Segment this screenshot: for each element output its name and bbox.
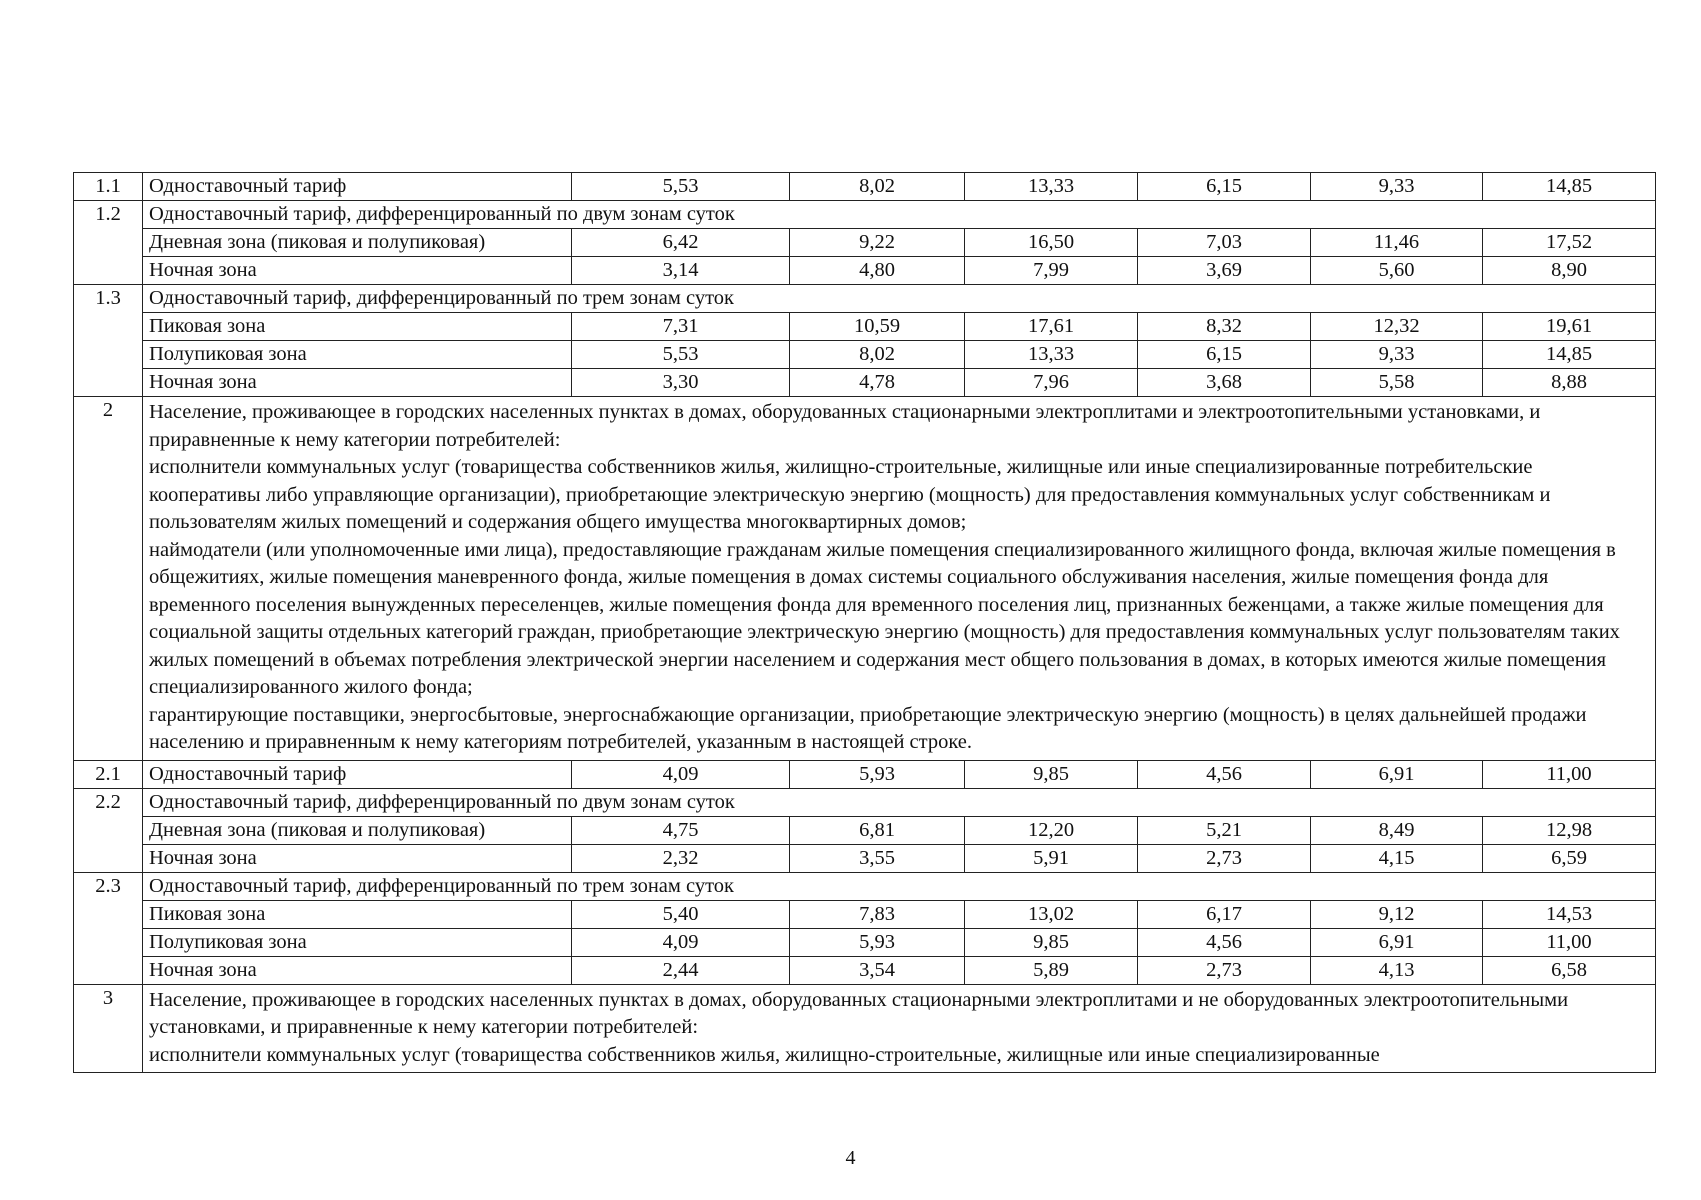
tariff-value: 8,02 xyxy=(790,341,965,369)
row-name: Одноставочный тариф, дифференцированный по двум зонам суток xyxy=(143,201,1656,229)
row-name: Одноставочный тариф, дифференцированный по трем зонам суток xyxy=(143,285,1656,313)
tariff-value: 6,15 xyxy=(1138,173,1311,201)
table-row xyxy=(74,229,1656,257)
tariff-value: 13,33 xyxy=(965,341,1138,369)
table-row xyxy=(74,313,1656,341)
row-name: Одноставочный тариф, дифференцированный по трем зонам суток xyxy=(143,872,1656,900)
page-number: 4 xyxy=(845,1147,856,1169)
table-row xyxy=(74,397,1656,761)
tariff-value: 7,96 xyxy=(965,369,1138,397)
category-description xyxy=(143,397,1656,761)
table-row xyxy=(74,956,1656,984)
row-number: 1.3 xyxy=(74,285,143,397)
tariff-value: 6,91 xyxy=(1311,760,1483,788)
tariff-table xyxy=(73,172,1656,1073)
tariff-value: 3,14 xyxy=(572,257,790,285)
tariff-value: 8,49 xyxy=(1311,816,1483,844)
table-row xyxy=(74,369,1656,397)
row-number: 2.2 xyxy=(74,788,143,872)
tariff-value: 9,22 xyxy=(790,229,965,257)
row-name: Одноставочный тариф, дифференцированный по двум зонам суток xyxy=(143,788,1656,816)
row-number: 1.1 xyxy=(74,173,143,201)
tariff-value: 11,46 xyxy=(1311,229,1483,257)
tariff-value: 6,42 xyxy=(572,229,790,257)
tariff-value: 17,52 xyxy=(1483,229,1656,257)
tariff-value: 13,33 xyxy=(965,173,1138,201)
tariff-value: 7,99 xyxy=(965,257,1138,285)
tariff-value: 9,85 xyxy=(965,760,1138,788)
tariff-value: 5,40 xyxy=(572,900,790,928)
tariff-value: 6,81 xyxy=(790,816,965,844)
row-number: 1.2 xyxy=(74,201,143,285)
description-paragraph: гарантирующие поставщики, энергосбытовые, энергоснабжающие организации, приобретающие электрическую энергию (мощность) в целях дальнейшей продажи населению и приравненным к нему категориям потребителей, указанным в настоящей строке. xyxy=(149,703,1587,753)
description-paragraph: исполнители коммунальных услуг (товарищества собственников жилья, жилищно-строительные, жилищные или иные специализированные потребительские кооперативы либо управляющие организации), приобретающие электрическую энергию (мощность) для предоставления коммунальных услуг собственникам и пользователям жилых помещений и содержания общего имущества многоквартирных домов; xyxy=(149,456,1551,533)
tariff-value: 2,73 xyxy=(1138,956,1311,984)
table-row xyxy=(74,844,1656,872)
tariff-value: 14,53 xyxy=(1483,900,1656,928)
tariff-value: 2,44 xyxy=(572,956,790,984)
tariff-value: 16,50 xyxy=(965,229,1138,257)
tariff-value: 12,98 xyxy=(1483,816,1656,844)
row-name: Пиковая зона xyxy=(143,313,572,341)
table-row xyxy=(74,984,1656,1073)
tariff-value: 5,93 xyxy=(790,760,965,788)
tariff-value: 17,61 xyxy=(965,313,1138,341)
tariff-value: 5,91 xyxy=(965,844,1138,872)
row-name: Ночная зона xyxy=(143,369,572,397)
tariff-value: 9,12 xyxy=(1311,900,1483,928)
table-row xyxy=(74,760,1656,788)
tariff-value: 6,17 xyxy=(1138,900,1311,928)
tariff-value: 6,91 xyxy=(1311,928,1483,956)
tariff-value: 6,59 xyxy=(1483,844,1656,872)
tariff-value: 13,02 xyxy=(965,900,1138,928)
row-name: Ночная зона xyxy=(143,956,572,984)
table-row xyxy=(74,341,1656,369)
tariff-value: 5,89 xyxy=(965,956,1138,984)
description-paragraph: исполнители коммунальных услуг (товарищества собственников жилья, жилищно-строительные, жилищные или иные специализированные xyxy=(149,1043,1380,1066)
tariff-value: 5,60 xyxy=(1311,257,1483,285)
row-name: Полупиковая зона xyxy=(143,341,572,369)
tariff-value: 3,54 xyxy=(790,956,965,984)
tariff-value: 11,00 xyxy=(1483,928,1656,956)
tariff-value: 5,53 xyxy=(572,173,790,201)
description-paragraph: Население, проживающее в городских населенных пунктах в домах, оборудованных стационарными электроплитами и не оборудованных электроотопительными установками, и приравненные к нему категории потребителей: xyxy=(149,988,1569,1038)
row-name: Дневная зона (пиковая и полупиковая) xyxy=(143,229,572,257)
tariff-value: 4,09 xyxy=(572,928,790,956)
tariff-value: 4,80 xyxy=(790,257,965,285)
tariff-value: 6,15 xyxy=(1138,341,1311,369)
tariff-value: 11,00 xyxy=(1483,760,1656,788)
tariff-value: 9,85 xyxy=(965,928,1138,956)
row-name: Ночная зона xyxy=(143,844,572,872)
tariff-value: 8,90 xyxy=(1483,257,1656,285)
table-row xyxy=(74,872,1656,900)
tariff-value: 8,02 xyxy=(790,173,965,201)
table-row xyxy=(74,928,1656,956)
tariff-value: 7,31 xyxy=(572,313,790,341)
row-name: Одноставочный тариф xyxy=(143,173,572,201)
tariff-value: 12,20 xyxy=(965,816,1138,844)
row-number: 2 xyxy=(74,397,143,761)
tariff-value: 9,33 xyxy=(1311,341,1483,369)
tariff-value: 6,58 xyxy=(1483,956,1656,984)
row-number: 2.3 xyxy=(74,872,143,984)
tariff-value: 3,69 xyxy=(1138,257,1311,285)
tariff-value: 4,75 xyxy=(572,816,790,844)
tariff-value: 2,32 xyxy=(572,844,790,872)
tariff-value: 3,55 xyxy=(790,844,965,872)
tariff-value: 3,68 xyxy=(1138,369,1311,397)
tariff-value: 14,85 xyxy=(1483,341,1656,369)
table-row xyxy=(74,201,1656,229)
tariff-value: 8,32 xyxy=(1138,313,1311,341)
tariff-value: 10,59 xyxy=(790,313,965,341)
row-number: 3 xyxy=(74,984,143,1073)
tariff-value: 4,56 xyxy=(1138,760,1311,788)
row-name: Ночная зона xyxy=(143,257,572,285)
tariff-value: 12,32 xyxy=(1311,313,1483,341)
tariff-value: 4,56 xyxy=(1138,928,1311,956)
table-row xyxy=(74,285,1656,313)
row-name: Дневная зона (пиковая и полупиковая) xyxy=(143,816,572,844)
tariff-value: 2,73 xyxy=(1138,844,1311,872)
tariff-value: 7,03 xyxy=(1138,229,1311,257)
row-name: Одноставочный тариф xyxy=(143,760,572,788)
tariff-value: 3,30 xyxy=(572,369,790,397)
tariff-value: 4,78 xyxy=(790,369,965,397)
description-paragraph: наймодатели (или уполномоченные ими лица), предоставляющие гражданам жилые помещения специализированного жилищного фонда, включая жилые помещения в общежитиях, жилые помещения маневренного фонда, жилые помещения в домах системы социального обслуживания населения, жилые помещения фонда для временного поселения вынужденных переселенцев, жилые помещения фонда для временного поселения лиц, признанных беженцами, а также жилые помещения для социальной защиты отдельных категорий граждан, приобретающие электрическую энергию (мощность) для предоставления коммунальных услуг пользователям таких жилых помещений в объемах потребления электрической энергии населением и содержания мест общего пользования в домах, в которых имеются жилые помещения специализированного жилого фонда; xyxy=(149,538,1620,698)
description-paragraph: Население, проживающее в городских населенных пунктах в домах, оборудованных стационарными электроплитами и электроотопительными установками, и приравненные к нему категории потребителей: xyxy=(149,401,1541,451)
table-row xyxy=(74,816,1656,844)
tariff-value: 19,61 xyxy=(1483,313,1656,341)
table-row xyxy=(74,173,1656,201)
tariff-value: 9,33 xyxy=(1311,173,1483,201)
tariff-value: 4,15 xyxy=(1311,844,1483,872)
tariff-value: 5,21 xyxy=(1138,816,1311,844)
tariff-value: 5,53 xyxy=(572,341,790,369)
tariff-value: 4,09 xyxy=(572,760,790,788)
row-number: 2.1 xyxy=(74,760,143,788)
table-row xyxy=(74,788,1656,816)
tariff-value: 8,88 xyxy=(1483,369,1656,397)
row-name: Полупиковая зона xyxy=(143,928,572,956)
tariff-value: 5,58 xyxy=(1311,369,1483,397)
category-description xyxy=(143,984,1656,1073)
table-row xyxy=(74,257,1656,285)
table-row xyxy=(74,900,1656,928)
tariff-value: 7,83 xyxy=(790,900,965,928)
tariff-value: 5,93 xyxy=(790,928,965,956)
row-name: Пиковая зона xyxy=(143,900,572,928)
tariff-value: 4,13 xyxy=(1311,956,1483,984)
tariff-value: 14,85 xyxy=(1483,173,1656,201)
